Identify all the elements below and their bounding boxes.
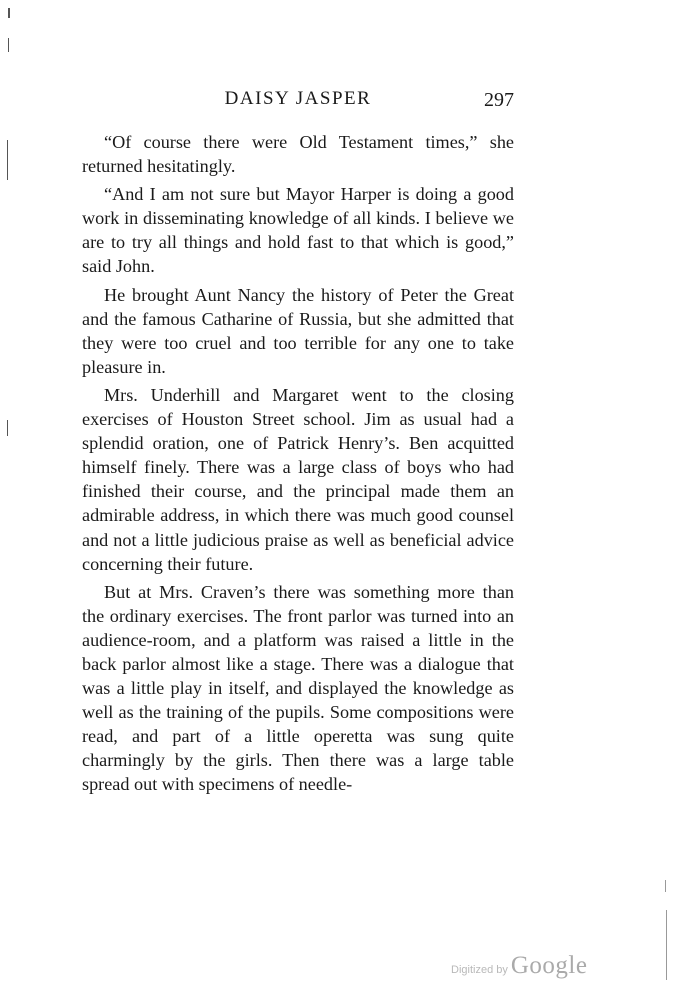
body-text	[82, 130, 514, 801]
paragraph: “Of course there were Old Testament times,” she returned hesitatingly.	[82, 132, 514, 177]
scan-margin-mark	[7, 140, 8, 180]
scan-margin-mark	[8, 8, 10, 18]
scan-margin-mark	[7, 420, 8, 436]
google-logo: Google	[510, 952, 588, 979]
digitized-by-google-watermark	[451, 952, 587, 984]
scan-margin-mark	[665, 880, 666, 892]
scan-margin-mark	[666, 910, 667, 980]
page-number: 297	[484, 89, 514, 111]
digitized-by-label: Digitized by	[451, 964, 508, 976]
paragraph: But at Mrs. Craven’s there was something more than the ordinary exercises. The front parlor was turned into an audience-room, and a platform was raised a little in the back parlor almost like a stage. There was a dialogue that was a little play in itself, and displayed the knowledge as well as the training of the pupils. Some compositions were read, and part of a little operetta was sung quite charmingly by the girls. Then there was a large table spread out with specimens of needle-	[82, 581, 514, 795]
paragraph: He brought Aunt Nancy the history of Peter the Great and the famous Catharine of Russia, but she admitted that they were too cruel and too terrible for any one to take pleasure in.	[82, 284, 514, 377]
running-head	[82, 88, 514, 118]
scan-margin-mark	[8, 38, 9, 52]
paragraph: “And I am not sure but Mayor Harper is doing a good work in disseminating knowledge of all kinds. I believe we are to try all things and hold fast to that which is good,” said John.	[82, 184, 514, 277]
running-title: DAISY JASPER	[224, 88, 372, 109]
paragraph: Mrs. Underhill and Margaret went to the closing exercises of Houston Street school. Jim as usual had a splendid oration, one of Patrick Henry’s. Ben acquitted himself finely. There was a large class of boys who had finished their course, and the principal made them an admirable address, in which there was much good counsel and not a little judicious praise as well as beneficial advice concerning their future.	[82, 384, 514, 574]
